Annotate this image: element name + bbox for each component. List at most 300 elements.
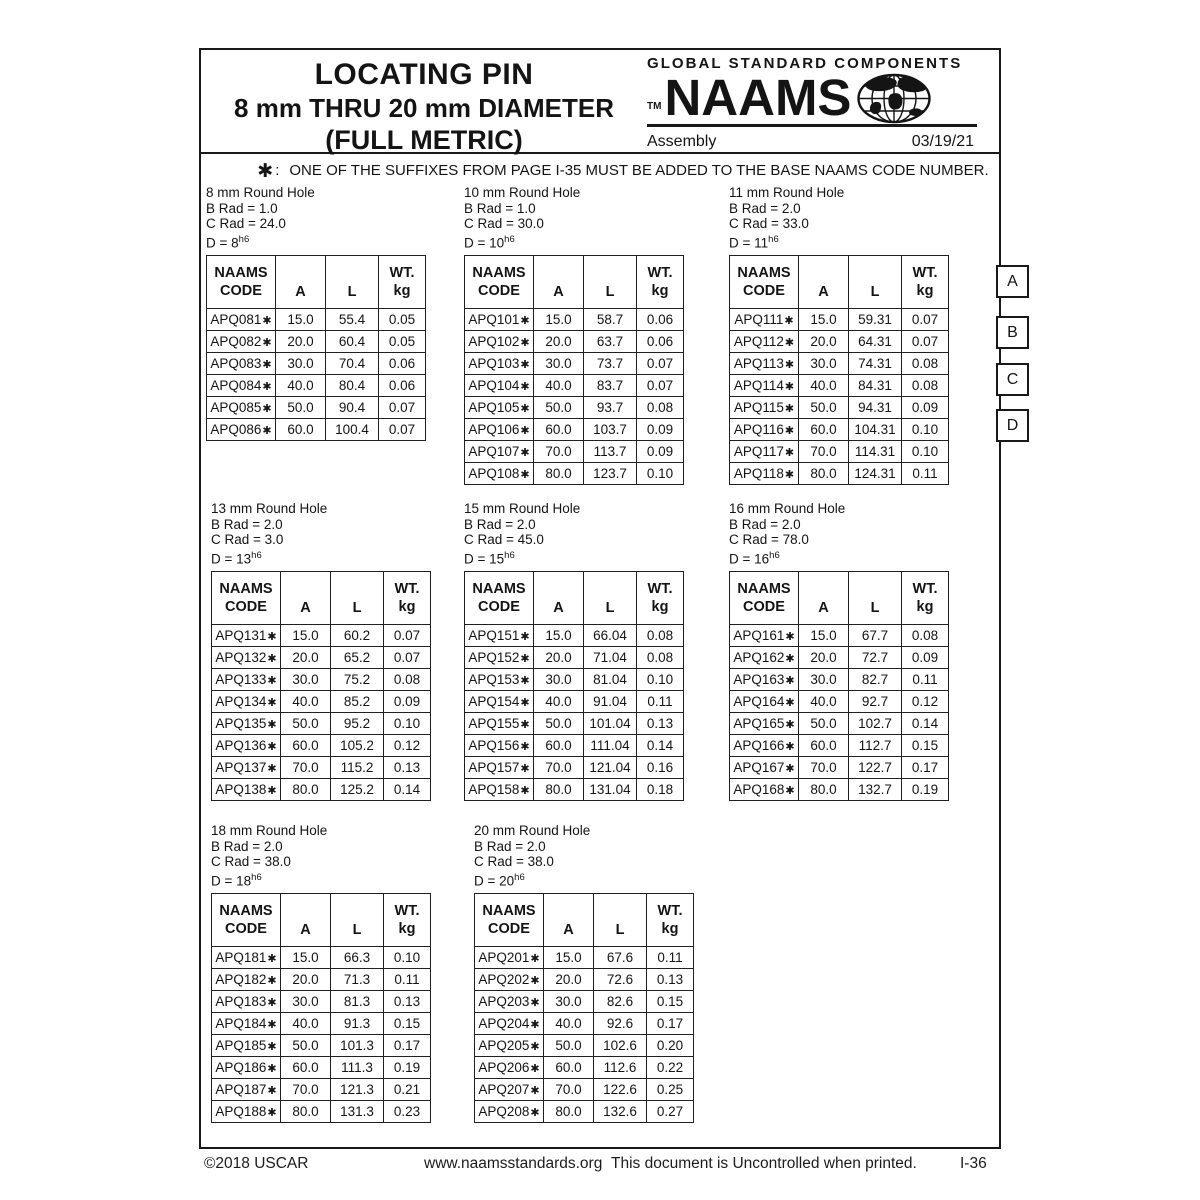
cell-l: 83.7: [584, 375, 637, 397]
d-label: [729, 548, 949, 567]
col-header-kg-label: kg: [393, 283, 411, 299]
cell-l: 72.7: [849, 647, 902, 669]
cell-wt: 0.10: [902, 441, 949, 463]
c-rad-label: C Rad = 38.0: [474, 854, 554, 869]
d-label-base: D = 11: [729, 235, 769, 250]
d-label: [206, 232, 426, 251]
suffix-asterisk: ✱: [267, 1085, 277, 1097]
table-row: [465, 647, 684, 669]
pin-table-group: [464, 501, 684, 801]
col-header-code: CODE: [743, 599, 785, 615]
suffix-asterisk: ✱: [262, 337, 272, 349]
pin-info-block: [464, 185, 684, 250]
cell-l: 122.7: [849, 757, 902, 779]
d-label: [211, 548, 431, 567]
naams-code-value: APQ185: [215, 1038, 267, 1053]
pin-info-block: [729, 185, 949, 250]
naams-code-value: APQ102: [468, 334, 520, 349]
naams-code-value: APQ183: [215, 994, 267, 1009]
col-header-code: CODE: [225, 599, 267, 615]
cell-wt: 0.09: [637, 419, 684, 441]
col-header-wt-label: WT.: [912, 580, 938, 597]
col-header-kg-label: kg: [398, 921, 416, 937]
hole-size-label: 8 mm Round Hole: [206, 185, 315, 200]
table-row: [730, 463, 949, 485]
cell-a: 50.0: [799, 397, 849, 419]
d-label-base: D = 8: [206, 235, 239, 250]
suffix-asterisk: ✱: [785, 785, 795, 797]
table-body: [212, 625, 431, 801]
table-row: [207, 353, 426, 375]
cell-naams-code: [465, 735, 534, 757]
table-body: [212, 947, 431, 1123]
naams-code-value: APQ205: [478, 1038, 530, 1053]
cell-l: 55.4: [326, 309, 379, 331]
col-header-a: A: [799, 256, 849, 309]
suffix-asterisk: ✱: [520, 425, 530, 437]
suffix-asterisk: ✱: [267, 631, 277, 643]
table-row: [475, 1035, 694, 1057]
suffix-asterisk: ✱: [267, 675, 277, 687]
naams-code-value: APQ168: [733, 782, 785, 797]
cell-a: 20.0: [281, 647, 331, 669]
col-header-kg-label: kg: [916, 599, 934, 615]
cell-l: 64.31: [849, 331, 902, 353]
trademark-symbol: TM: [647, 100, 662, 112]
cell-wt: 0.09: [384, 691, 431, 713]
table-row: [212, 969, 431, 991]
cell-naams-code: [212, 947, 281, 969]
cell-l: 101.3: [331, 1035, 384, 1057]
suffix-asterisk: ✱: [520, 719, 530, 731]
pin-table-group: [729, 501, 949, 801]
suffix-asterisk: ✱: [267, 1041, 277, 1053]
cell-wt: 0.11: [902, 463, 949, 485]
cell-l: 111.04: [584, 735, 637, 757]
cell-a: 40.0: [544, 1013, 594, 1035]
cell-a: 50.0: [534, 713, 584, 735]
cell-wt: 0.22: [647, 1057, 694, 1079]
cell-l: 65.2: [331, 647, 384, 669]
table-row: [730, 625, 949, 647]
cell-naams-code: [212, 647, 281, 669]
cell-wt: 0.08: [384, 669, 431, 691]
cell-l: 60.2: [331, 625, 384, 647]
cell-a: 15.0: [799, 309, 849, 331]
cell-a: 20.0: [534, 647, 584, 669]
cell-a: 15.0: [281, 947, 331, 969]
suffix-asterisk: ✱: [520, 631, 530, 643]
suffix-asterisk: ✱: [520, 675, 530, 687]
col-header-wt-label: WT.: [647, 264, 673, 281]
cell-l: 111.3: [331, 1057, 384, 1079]
cell-wt: 0.07: [902, 309, 949, 331]
naams-code-value: APQ106: [468, 422, 520, 437]
cell-wt: 0.08: [902, 353, 949, 375]
naams-code-value: APQ131: [215, 628, 267, 643]
naams-code-value: APQ162: [733, 650, 785, 665]
brand-name: NAAMS: [664, 69, 852, 126]
cell-l: 103.7: [584, 419, 637, 441]
table-body: [730, 309, 949, 485]
table-row: [475, 1079, 694, 1101]
cell-a: 80.0: [544, 1101, 594, 1123]
cell-wt: 0.14: [637, 735, 684, 757]
table-row: [475, 969, 694, 991]
pin-info-block: [211, 501, 431, 566]
table-row: [465, 309, 684, 331]
cell-wt: 0.10: [384, 947, 431, 969]
cell-a: 15.0: [534, 625, 584, 647]
d-label-base: D = 15: [464, 551, 505, 566]
pin-table: [474, 893, 694, 1123]
suffix-asterisk: ✱: [784, 469, 795, 481]
col-header-l: L: [326, 256, 379, 309]
cell-a: 50.0: [799, 713, 849, 735]
table-body: [465, 309, 684, 485]
col-header-naams-code: [465, 256, 534, 309]
col-header-naams: NAAMS: [472, 580, 526, 597]
suffix-asterisk: ✱: [267, 1063, 277, 1075]
cell-wt: 0.08: [902, 625, 949, 647]
cell-wt: 0.07: [384, 647, 431, 669]
cell-wt: 0.07: [379, 419, 426, 441]
cell-naams-code: [730, 669, 799, 691]
naams-code-value: APQ101: [468, 312, 520, 327]
cell-a: 30.0: [534, 353, 584, 375]
cell-a: 70.0: [281, 1079, 331, 1101]
col-header-a: A: [281, 572, 331, 625]
d-label-base: D = 18: [211, 873, 252, 888]
cell-naams-code: [207, 309, 276, 331]
col-header-wt-label: WT.: [647, 580, 673, 597]
c-rad-label: C Rad = 78.0: [729, 532, 809, 547]
b-rad-label: B Rad = 1.0: [206, 200, 278, 216]
cell-naams-code: [465, 647, 534, 669]
b-rad-label: B Rad = 2.0: [474, 838, 546, 854]
b-rad-label: B Rad = 2.0: [211, 838, 283, 854]
suffix-asterisk: ✱: [520, 403, 530, 415]
cell-l: 72.6: [594, 969, 647, 991]
cell-l: 58.7: [584, 309, 637, 331]
naams-code-value: APQ114: [733, 378, 784, 393]
table-row: [465, 625, 684, 647]
d-label: [464, 232, 684, 251]
col-header-naams: NAAMS: [482, 902, 536, 919]
pin-info-block: [206, 185, 426, 250]
naams-code-value: APQ133: [215, 672, 267, 687]
cell-a: 30.0: [799, 669, 849, 691]
cell-wt: 0.13: [647, 969, 694, 991]
suffix-asterisk: ✱: [520, 785, 530, 797]
table-body: [207, 309, 426, 441]
table-header-row: [212, 894, 431, 947]
naams-code-value: APQ085: [210, 400, 262, 415]
cell-naams-code: [465, 757, 534, 779]
cell-wt: 0.11: [647, 947, 694, 969]
pin-info-block: [474, 823, 694, 888]
cell-a: 80.0: [534, 779, 584, 801]
footer-website-link[interactable]: www.naamsstandards.org: [424, 1155, 603, 1172]
cell-a: 50.0: [281, 713, 331, 735]
col-header-wt: [902, 256, 949, 309]
suffix-asterisk: ✱: [267, 653, 277, 665]
pin-table: [211, 571, 431, 801]
suffix-asterisk: ✱: [785, 675, 795, 687]
cell-l: 112.6: [594, 1057, 647, 1079]
naams-code-value: APQ108: [468, 466, 520, 481]
cell-wt: 0.15: [902, 735, 949, 757]
pin-table-group: [464, 185, 684, 485]
cell-wt: 0.23: [384, 1101, 431, 1123]
cell-a: 60.0: [276, 419, 326, 441]
d-label-tolerance: h6: [504, 233, 515, 245]
table-row: [465, 779, 684, 801]
table-row: [212, 1101, 431, 1123]
cell-wt: 0.17: [902, 757, 949, 779]
table-row: [475, 991, 694, 1013]
naams-code-value: APQ202: [478, 972, 530, 987]
naams-code-value: APQ187: [215, 1082, 267, 1097]
naams-code-value: APQ117: [733, 444, 784, 459]
col-header-kg-label: kg: [651, 599, 669, 615]
side-label-b: B: [996, 316, 1029, 349]
table-row: [730, 757, 949, 779]
cell-naams-code: [465, 309, 534, 331]
table-header-row: [465, 256, 684, 309]
cell-a: 40.0: [799, 375, 849, 397]
brand-division: Assembly: [647, 133, 717, 150]
cell-l: 101.04: [584, 713, 637, 735]
naams-code-value: APQ104: [468, 378, 520, 393]
cell-a: 15.0: [799, 625, 849, 647]
col-header-naams-code: [212, 572, 281, 625]
pin-table: [464, 255, 684, 485]
col-header-kg-label: kg: [661, 921, 679, 937]
cell-a: 70.0: [799, 441, 849, 463]
suffix-asterisk: ✱: [262, 403, 272, 415]
cell-wt: 0.07: [637, 353, 684, 375]
c-rad-label: C Rad = 38.0: [211, 854, 291, 869]
suffix-asterisk: ✱: [785, 741, 795, 753]
naams-code-value: APQ166: [733, 738, 785, 753]
cell-wt: 0.14: [902, 713, 949, 735]
naams-code-value: APQ188: [215, 1104, 267, 1119]
cell-a: 15.0: [276, 309, 326, 331]
naams-code-value: APQ154: [468, 694, 520, 709]
cell-wt: 0.10: [637, 463, 684, 485]
cell-wt: 0.09: [902, 397, 949, 419]
table-row: [465, 353, 684, 375]
cell-a: 40.0: [281, 691, 331, 713]
cell-l: 102.6: [594, 1035, 647, 1057]
naams-code-value: APQ118: [733, 466, 784, 481]
c-rad-label: C Rad = 33.0: [729, 216, 809, 231]
cell-a: 40.0: [799, 691, 849, 713]
col-header-code: CODE: [478, 599, 520, 615]
col-header-wt: [902, 572, 949, 625]
col-header-code: CODE: [488, 921, 530, 937]
cell-naams-code: [465, 375, 534, 397]
page-title: LOCATING PIN: [314, 58, 534, 91]
naams-code-value: APQ152: [468, 650, 520, 665]
table-row: [730, 309, 949, 331]
naams-code-value: APQ163: [733, 672, 785, 687]
cell-a: 80.0: [534, 463, 584, 485]
col-header-l: L: [584, 572, 637, 625]
cell-a: 20.0: [276, 331, 326, 353]
cell-l: 112.7: [849, 735, 902, 757]
cell-l: 114.31: [849, 441, 902, 463]
cell-naams-code: [730, 463, 799, 485]
naams-code-value: APQ207: [478, 1082, 530, 1097]
cell-l: 125.2: [331, 779, 384, 801]
cell-a: 70.0: [534, 441, 584, 463]
table-row: [730, 331, 949, 353]
table-row: [730, 419, 949, 441]
cell-naams-code: [730, 397, 799, 419]
hole-size-label: 16 mm Round Hole: [729, 501, 846, 516]
pin-table: [464, 571, 684, 801]
cell-naams-code: [212, 735, 281, 757]
cell-l: 92.7: [849, 691, 902, 713]
naams-code-value: APQ161: [733, 628, 785, 643]
naams-code-value: APQ111: [734, 312, 784, 327]
naams-code-value: APQ112: [733, 334, 784, 349]
cell-wt: 0.15: [384, 1013, 431, 1035]
cell-a: 50.0: [281, 1035, 331, 1057]
page-subtitle-metric: (FULL METRIC): [325, 125, 523, 155]
col-header-naams-code: [212, 894, 281, 947]
d-label-tolerance: h6: [769, 549, 780, 561]
naams-code-value: APQ134: [215, 694, 267, 709]
b-rad-label: B Rad = 2.0: [729, 200, 801, 216]
cell-naams-code: [212, 1013, 281, 1035]
table-row: [465, 375, 684, 397]
suffix-asterisk: ✱: [267, 975, 277, 987]
cell-wt: 0.13: [384, 991, 431, 1013]
cell-l: 67.6: [594, 947, 647, 969]
col-header-wt: [637, 256, 684, 309]
col-header-naams-code: [207, 256, 276, 309]
naams-code-value: APQ083: [210, 356, 262, 371]
cell-naams-code: [730, 779, 799, 801]
pin-table-group: [206, 185, 426, 441]
naams-code-value: APQ082: [210, 334, 262, 349]
cell-l: 75.2: [331, 669, 384, 691]
cell-naams-code: [475, 991, 544, 1013]
suffix-asterisk: ✱: [262, 359, 272, 371]
suffix-asterisk: ✱: [520, 763, 530, 775]
cell-wt: 0.15: [647, 991, 694, 1013]
cell-naams-code: [207, 353, 276, 375]
naams-code-value: APQ116: [733, 422, 784, 437]
cell-wt: 0.17: [647, 1013, 694, 1035]
naams-code-value: APQ203: [478, 994, 530, 1009]
table-row: [212, 1079, 431, 1101]
cell-wt: 0.05: [379, 331, 426, 353]
table-row: [212, 991, 431, 1013]
d-label: [474, 870, 694, 889]
naams-code-value: APQ115: [733, 400, 784, 415]
cell-naams-code: [475, 947, 544, 969]
col-header-naams-code: [465, 572, 534, 625]
note-colon: :: [275, 162, 280, 179]
cell-wt: 0.09: [637, 441, 684, 463]
cell-naams-code: [730, 735, 799, 757]
cell-l: 115.2: [331, 757, 384, 779]
cell-a: 60.0: [799, 419, 849, 441]
col-header-wt: [637, 572, 684, 625]
cell-a: 15.0: [544, 947, 594, 969]
col-header-l: L: [331, 572, 384, 625]
suffix-asterisk: ✱: [784, 381, 795, 393]
naams-code-value: APQ081: [210, 312, 262, 327]
cell-l: 91.3: [331, 1013, 384, 1035]
cell-a: 70.0: [534, 757, 584, 779]
cell-l: 102.7: [849, 713, 902, 735]
cell-l: 105.2: [331, 735, 384, 757]
cell-naams-code: [212, 691, 281, 713]
table-body: [475, 947, 694, 1123]
hole-size-label: 13 mm Round Hole: [211, 501, 328, 516]
cell-wt: 0.16: [637, 757, 684, 779]
col-header-naams: NAAMS: [219, 580, 273, 597]
cell-l: 66.3: [331, 947, 384, 969]
suffix-asterisk: ✱: [520, 381, 530, 393]
cell-l: 123.7: [584, 463, 637, 485]
col-header-code: CODE: [478, 283, 520, 299]
suffix-asterisk: ✱: [267, 953, 277, 965]
cell-l: 132.7: [849, 779, 902, 801]
cell-naams-code: [465, 419, 534, 441]
table-header-row: [212, 572, 431, 625]
naams-code-value: APQ181: [215, 950, 267, 965]
pin-table-group: [211, 501, 431, 801]
table-row: [730, 713, 949, 735]
col-header-wt-label: WT.: [657, 902, 683, 919]
col-header-l: L: [331, 894, 384, 947]
cell-l: 73.7: [584, 353, 637, 375]
cell-naams-code: [212, 1057, 281, 1079]
col-header-code: CODE: [743, 283, 785, 299]
col-header-a: A: [281, 894, 331, 947]
suffix-asterisk: ✱: [520, 337, 530, 349]
naams-code-value: APQ103: [468, 356, 520, 371]
cell-naams-code: [475, 1101, 544, 1123]
d-label-base: D = 10: [464, 235, 505, 250]
table-row: [475, 947, 694, 969]
cell-a: 20.0: [799, 647, 849, 669]
col-header-naams: NAAMS: [472, 264, 526, 281]
cell-wt: 0.06: [637, 331, 684, 353]
d-label-tolerance: h6: [251, 549, 262, 561]
cell-naams-code: [207, 375, 276, 397]
table-row: [475, 1057, 694, 1079]
suffix-asterisk: ✱: [267, 719, 277, 731]
pin-table: [211, 893, 431, 1123]
cell-naams-code: [730, 647, 799, 669]
suffix-asterisk: ✱: [785, 697, 795, 709]
cell-a: 30.0: [276, 353, 326, 375]
table-row: [207, 331, 426, 353]
b-rad-label: B Rad = 2.0: [211, 516, 283, 532]
col-header-wt-label: WT.: [912, 264, 938, 281]
cell-a: 15.0: [281, 625, 331, 647]
cell-naams-code: [465, 625, 534, 647]
pin-table: [729, 571, 949, 801]
cell-l: 82.6: [594, 991, 647, 1013]
